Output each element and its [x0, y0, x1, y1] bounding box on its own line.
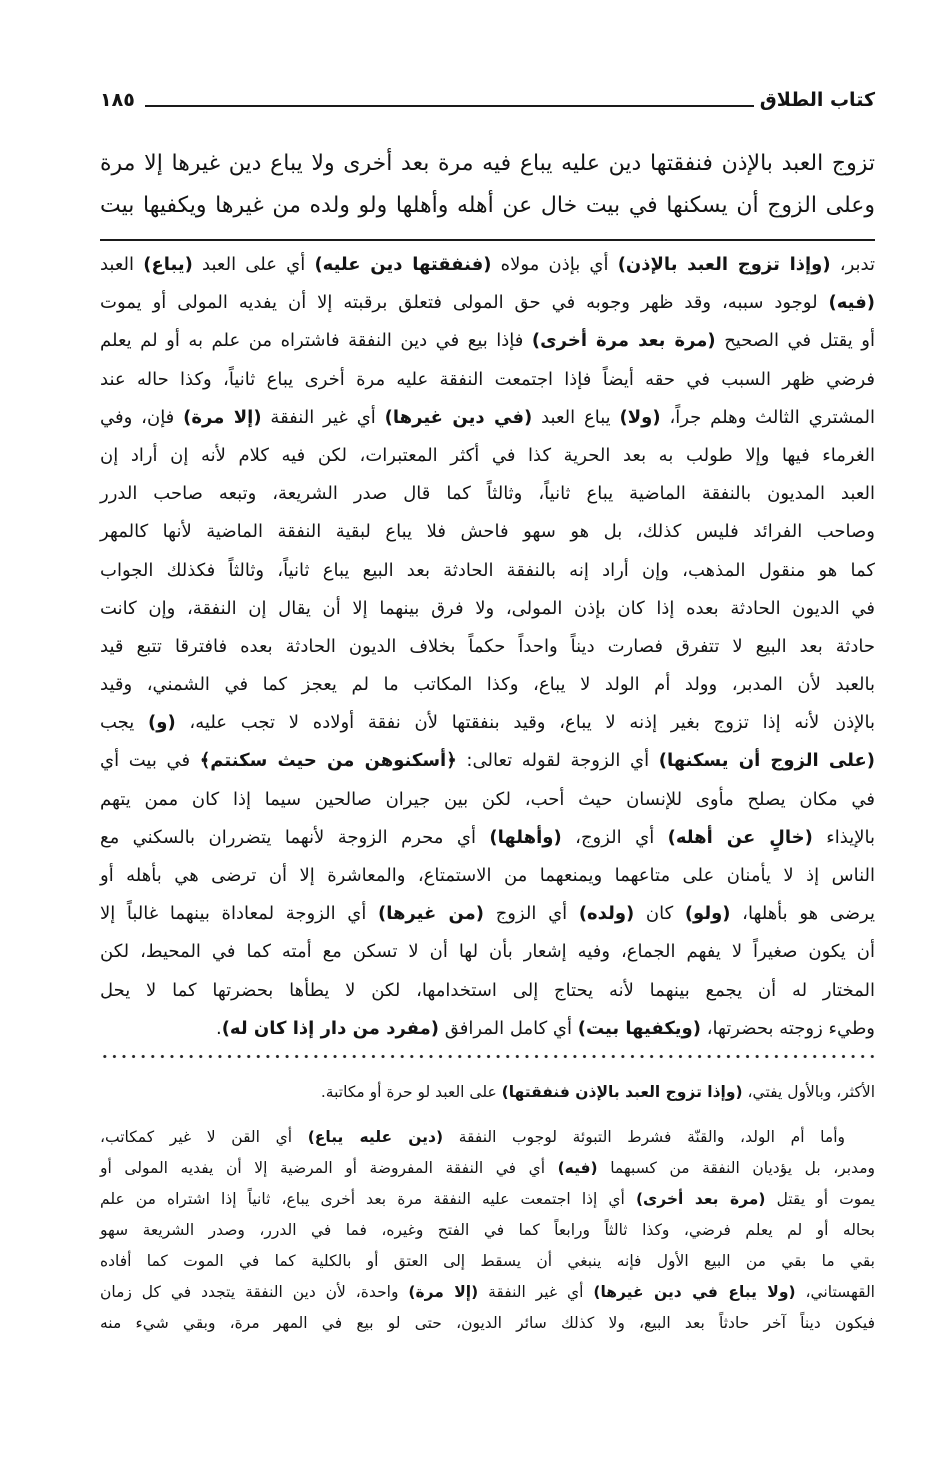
commentary-line: بالعبد لأن المدبر، وولد أم الولد لا يباع، وكذا المكاتب ما لم يعجز كما في الشمني، وقيد	[100, 674, 875, 696]
commentary-line: بالإذن لأنه إذا تزوج بغير إذنه لا يباع، وقيد بنفقتها لأن نفقة أولاده لا تجب عليه، (و) يجب	[100, 712, 875, 734]
commentary-line: حادثة بعد البيع لا تتفرق فصارت ديناً واحداً حكماً بخلاف الديون الحادثة بعده فافترقا تتبع قيد	[100, 635, 875, 657]
chapter-title: كتاب الطلاق	[759, 89, 875, 111]
footnote-text	[100, 1077, 875, 1339]
footnote-line: بحاله أو لم يعلم فرضي، وكذا ثالثاً ورابعاً كما في الفتح وغيره، فما في الدرر، وصدر الشريعة سهو	[100, 1221, 875, 1239]
commentary-line: أو يقتل في الصحيح (مرة بعد مرة أخرى) فإذا بيع في دين النفقة فاشتراه من علم به أو لم يعلم	[100, 330, 875, 352]
matn-separator-rule	[100, 239, 875, 241]
commentary-line: أن يكون صغيراً لا يفهم الجماع، وفيه إشعار بأن لها أن لا تسكن مع أمته كما في المحيط، لكن	[100, 941, 875, 963]
commentary-line: وصاحب الفرائد فليس كذلك، بل هو سهو فاحش فلا يباع لبقية النفقة الماضية لأنها كالمهر	[100, 521, 875, 543]
commentary-line: فرضي ظهر السبب في حقه أيضاً فإذا اجتمعت النفقة عليه مرة أخرى يباع ثانياً، وكذا حاله عند	[100, 368, 875, 390]
running-header	[100, 84, 875, 116]
commentary-line: المختار له أن يجمع بينهما لأنه يحتاج إلى استخدامها، لكن لا يطأها بحضرتها كما لا يحل	[100, 979, 875, 1001]
page-number: ١٨٥	[100, 89, 135, 111]
footnote-dotted-separator	[100, 1054, 875, 1059]
matn-line: تزوج العبد بالإذن فنفقتها دين عليه يباع فيه مرة بعد أخرى ولا يباع دين غيرها إلا مرة	[100, 151, 875, 176]
commentary-line: (على الزوج أن يسكنها) أي الزوجة لقوله تعالى: ﴿أسكنوهن من حيث سكنتم﴾ في بيت أي	[99, 750, 875, 772]
header-rule	[145, 105, 754, 107]
footnote-line: القهستاني، (ولا يباع في دين غيرها) أي غير النفقة (إلا مرة) واحدة، لأن دين النفقة يتجدد في كل زمان	[99, 1283, 875, 1301]
matn-line: وعلى الزوج أن يسكنها في بيت خال عن أهله وأهلها ولو ولده من غيرها ويكفيها بيت	[100, 193, 875, 218]
footnote-line: يموت أو يقتل (مرة بعد أخرى) أي إذا اجتمعت عليه النفقة مرة بعد أخرى يباع، ثانياً إذا اشتراه من علم	[100, 1190, 875, 1208]
commentary-line: (فيه) لوجود سببه، وقد ظهر وجوبه في حق المولى فتعلق برقبته إلا أن يفديه المولى أو يموت	[100, 292, 875, 314]
commentary-line: كما هو منقول المذهب، وإن أراد إنه بالنفقة الحادثة بعد البيع يباع ثانياً، وثالثاً فكذلك الجواب	[100, 559, 875, 581]
commentary-line: العبد المديون بالنفقة الماضية يباع ثانياً، وثالثاً كما قال صدر الشريعة، وتبعه صاحب الدرر	[100, 483, 875, 505]
footnote-line: الأكثر، وبالأول يفتي، (وإذا تزوج العبد بالإذن فنفقتها) على العبد لو حرة أو مكاتبة.	[320, 1083, 875, 1101]
footnote-line: بقي ما بقي من البيع الأول فإنه ينبغي أن يسقط إلى العتق أو بالكلية كما في الموت كما أفاده	[100, 1252, 875, 1270]
commentary-line: الغرماء فيها وإلا طولب به بعد الحرية كذا في أكثر المعتبرات، لكن فيه كلام لأنه إن أراد إن	[100, 444, 875, 466]
footnote-line: وأما أم الولد، والقنّة فشرط التبوئة لوجوب النفقة (دين عليه يباع) أي القن لا غير كمكاتب،	[99, 1128, 845, 1146]
commentary-line: يرضى هو بأهلها، (ولو) كان (ولده) أي الزوج (من غيرها) أي الزوجة لمعاداة بينهما غالباً إلا	[99, 903, 875, 925]
commentary-line: في مكان يصلح مأوى للإنسان حيث أحب، لكن بين جيران صالحين سيما إذا كان ممن يتهم	[100, 788, 875, 810]
footnote-line: ومدبر، بل يؤديان النفقة من كسبهما (فيه) أي في النفقة المفروضة أو المرضية إلا أن يفديه المولى أو	[99, 1159, 875, 1177]
commentary-line: الناس إذ لا يأمنان على متاعهما ويمنعهما من الاستمتاع، والمعاشرة إلا أن ترضى هي بأهله أو	[100, 865, 875, 886]
commentary-line: في الديون الحادثة بعده إذا كان بإذن المولى، ولا فرق بينهما إلا أن يقال إن النفقة، وإن كانت	[100, 597, 875, 619]
commentary-line: وطيء زوجته بحضرتها، (ويكفيها بيت) أي كامل المرافق (مفرد من دار إذا كان له).	[215, 1017, 875, 1039]
matn-text	[100, 143, 875, 227]
commentary-line: بالإيذاء (خالٍ عن أهله) أي الزوج، (وأهلها) أي محرم الزوجة لأنهما يتضرران بالسكني مع	[99, 826, 875, 848]
commentary-text	[100, 246, 875, 1048]
commentary-line: تدبر، (وإذا تزوج العبد بالإذن) أي بإذن مولاه (فنفقتها دين عليه) أي على العبد (يباع) العبد	[99, 254, 875, 275]
footnote-line: فيكون ديناً آخر حادثاً بعد البيع، ولا كذلك سائر الديون، حتى لو بيع في المهر مرة، وبقي شيء منه	[100, 1314, 875, 1332]
commentary-line: المشتري الثالث وهلم جراً، (ولا) يباع العبد (في دين غيرها) أي غير النفقة (إلا مرة) فإن، وفي	[100, 406, 875, 428]
